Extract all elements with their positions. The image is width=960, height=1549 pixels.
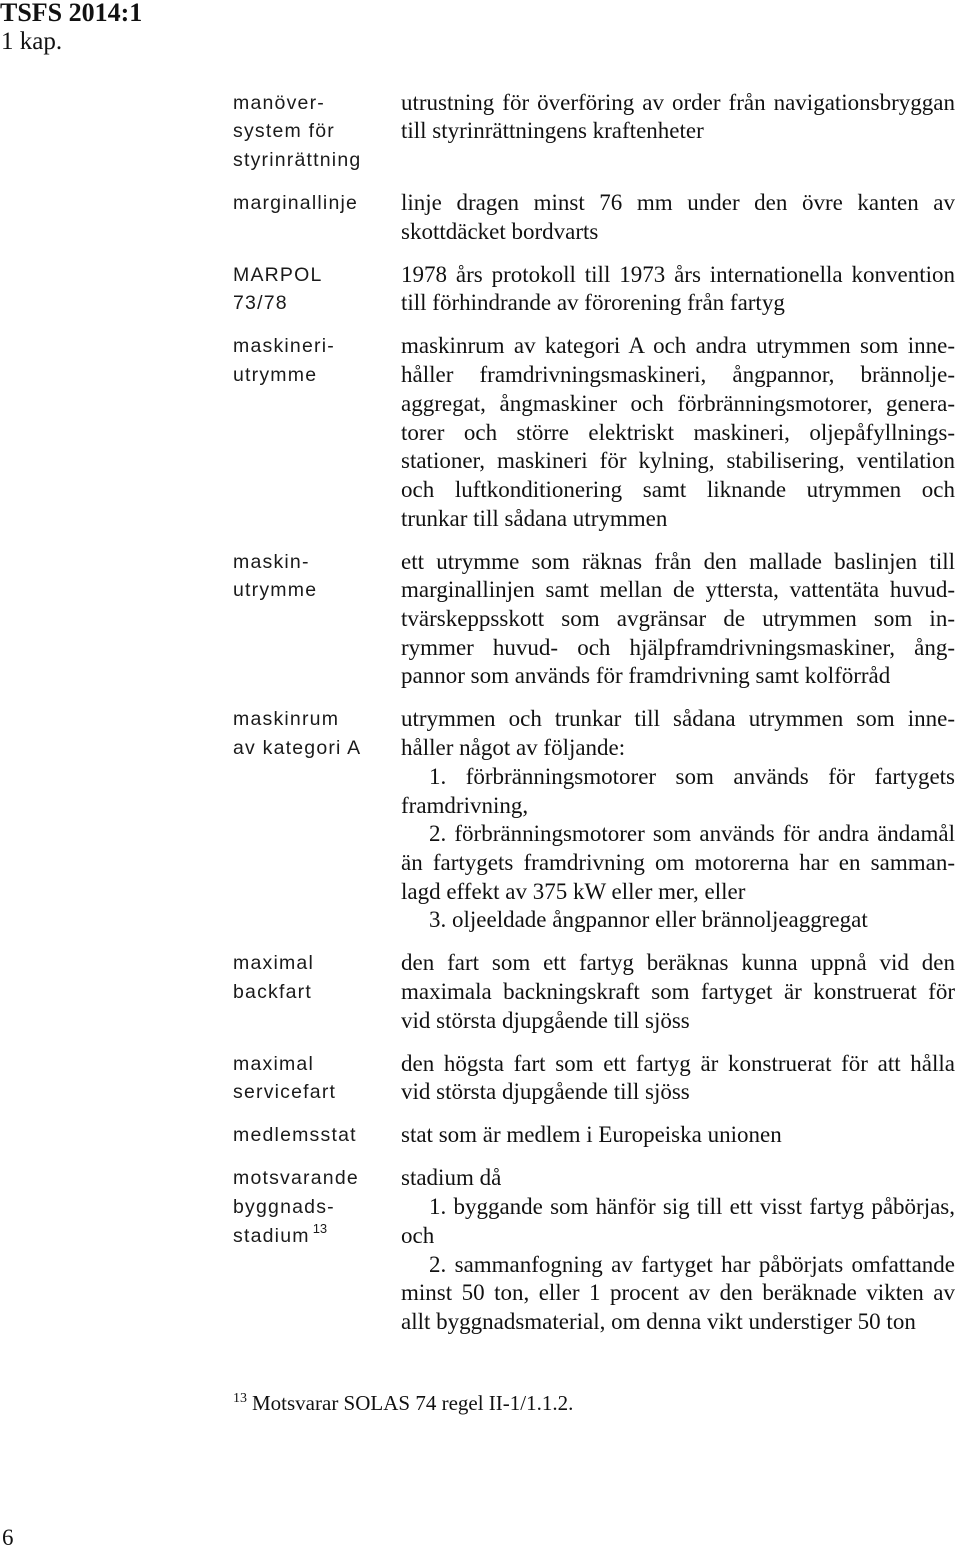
definition-line: vid största djupgående till sjöss bbox=[401, 1079, 690, 1105]
term-line bbox=[233, 1164, 401, 1193]
definition-paragraph bbox=[401, 949, 955, 1035]
definition-line: till styrinrättningens kraftenheter bbox=[401, 118, 704, 144]
definition-line: trunkar till sådana utrymmen bbox=[401, 505, 668, 531]
term-line-text: maskin- bbox=[233, 550, 310, 573]
definition-line: håller något av följande: bbox=[401, 735, 626, 761]
definition-line: framdrivning, bbox=[401, 792, 529, 818]
definition-line: allt byggnadsmaterial, om denna vikt understiger 50 ton bbox=[401, 1308, 916, 1334]
definition-text bbox=[401, 89, 955, 175]
term-line bbox=[233, 289, 401, 318]
footnote-text: Motsvarar SOLAS 74 regel II-1/1.1.2. bbox=[252, 1391, 574, 1415]
definition-line: 1. byggande som hänför sig till ett visst fartyg påbörjas, bbox=[429, 1194, 955, 1220]
definition-text bbox=[401, 332, 955, 533]
definition-entry bbox=[233, 705, 955, 935]
definition-line: tvärskeppsskott som avgränsar de utrymmen som in- bbox=[401, 606, 955, 632]
definition-term bbox=[233, 1121, 401, 1150]
term-line-text: maximal bbox=[233, 952, 314, 975]
term-line bbox=[233, 189, 401, 218]
term-line bbox=[233, 1078, 401, 1107]
definition-line: rymmer huvud- och hjälpframdrivningsmaskiner, ång- bbox=[401, 634, 955, 660]
definition-text bbox=[401, 1050, 955, 1107]
definition-line: marginallinjen samt mellan de yttersta, vattentäta huvud- bbox=[401, 577, 955, 603]
footnote bbox=[233, 1389, 573, 1417]
term-line bbox=[233, 332, 401, 361]
definition-line: 2. sammanfogning av fartyget har påbörjats omfattande bbox=[429, 1251, 955, 1277]
definition-paragraph bbox=[401, 189, 955, 246]
definition-line: minst 50 ton, eller 1 procent av den beräknade vikten av bbox=[401, 1280, 955, 1306]
definition-paragraph bbox=[401, 89, 955, 146]
definition-entry bbox=[233, 189, 955, 246]
term-line bbox=[233, 1121, 401, 1150]
definition-line: håller framdrivningsmaskineri, ångpannor, brännolje- bbox=[401, 362, 955, 388]
definition-text bbox=[401, 1121, 955, 1150]
definition-line: skottdäcket bordvarts bbox=[401, 218, 599, 244]
term-line bbox=[233, 361, 401, 390]
term-line bbox=[233, 978, 401, 1007]
definition-entry bbox=[233, 332, 955, 533]
term-line bbox=[233, 576, 401, 605]
definition-entry bbox=[233, 1050, 955, 1107]
term-line bbox=[233, 548, 401, 577]
page-number: 6 bbox=[2, 1525, 14, 1549]
definition-text bbox=[401, 261, 955, 318]
definition-line: maskinrum av kategori A och andra utrymmen som inne- bbox=[401, 333, 955, 359]
term-line bbox=[233, 734, 401, 763]
term-line bbox=[233, 1050, 401, 1079]
definition-line: än fartygets framdrivning om motorerna har en samman- bbox=[401, 849, 955, 875]
term-line-text: utrymme bbox=[233, 579, 318, 602]
definition-line: pannor som används för framdrivning samt kolförråd bbox=[401, 663, 891, 689]
definition-text bbox=[401, 548, 955, 692]
term-line-text: maskineri- bbox=[233, 335, 335, 358]
chapter-label: 1 kap. bbox=[1, 28, 63, 55]
definition-line: ett utrymme som räknas från den mallade baslinjen till bbox=[401, 548, 955, 574]
definition-line: stadium då bbox=[401, 1165, 502, 1191]
definition-line: och bbox=[401, 1222, 435, 1248]
definitions-list bbox=[233, 89, 955, 1351]
definition-term bbox=[233, 89, 401, 175]
definition-paragraph bbox=[401, 1251, 955, 1337]
term-line-text: av kategori A bbox=[233, 737, 362, 760]
definition-paragraph bbox=[401, 1121, 955, 1150]
term-line bbox=[233, 705, 401, 734]
definition-line: maximala backningskraft som fartyget är konstruerat för bbox=[401, 979, 955, 1005]
definition-line: linje dragen minst 76 mm under den övre kanten av bbox=[401, 190, 955, 215]
footnote-number: 13 bbox=[233, 1391, 247, 1406]
definition-entry bbox=[233, 261, 955, 318]
term-line bbox=[233, 1222, 401, 1251]
definition-term bbox=[233, 949, 401, 1035]
definition-entry bbox=[233, 548, 955, 692]
definition-term bbox=[233, 332, 401, 533]
definition-paragraph bbox=[401, 548, 955, 692]
term-line-text: motsvarande bbox=[233, 1167, 359, 1190]
term-line-text: marginallinje bbox=[233, 192, 359, 214]
definition-line: och luftkonditionering samt liknande utrymmen och bbox=[401, 476, 955, 502]
term-line-text: servicefart bbox=[233, 1081, 337, 1104]
definition-text bbox=[401, 705, 955, 935]
definition-line: 3. oljeeldade ångpannor eller brännoljeaggregat bbox=[429, 907, 868, 933]
definition-paragraph bbox=[401, 763, 955, 820]
definition-line: 2. förbränningsmotorer som används för andra ändamål bbox=[429, 821, 955, 847]
definition-paragraph bbox=[401, 261, 955, 318]
definition-line: utrymmen och trunkar till sådana utrymmen som inne- bbox=[401, 706, 955, 732]
term-line-text: utrymme bbox=[233, 364, 318, 387]
definition-text bbox=[401, 1164, 955, 1336]
definition-entry bbox=[233, 1164, 955, 1336]
definition-line: den fart som ett fartyg beräknas kunna uppnå vid den bbox=[401, 950, 955, 976]
definition-paragraph bbox=[401, 705, 955, 762]
term-line bbox=[233, 117, 401, 146]
term-line-text: system för bbox=[233, 120, 335, 143]
term-line-text: 73/78 bbox=[233, 292, 288, 315]
definition-paragraph bbox=[401, 820, 955, 906]
definition-line: lagd effekt av 375 kW eller mer, eller bbox=[401, 878, 746, 904]
term-line-text: maskinrum bbox=[233, 708, 340, 731]
definition-term bbox=[233, 1164, 401, 1336]
term-line bbox=[233, 949, 401, 978]
definition-line: 1978 års protokoll till 1973 års internationella konvention bbox=[401, 261, 955, 287]
definition-line: aggregat, ångmaskiner och förbränningsmotorer, genera- bbox=[401, 390, 955, 416]
term-line-text: manöver- bbox=[233, 91, 325, 114]
definition-entry bbox=[233, 949, 955, 1035]
definition-text bbox=[401, 949, 955, 1035]
term-line bbox=[233, 89, 401, 118]
definition-paragraph bbox=[401, 1050, 955, 1107]
definition-term bbox=[233, 548, 401, 692]
definition-line: vid största djupgående till sjöss bbox=[401, 1007, 690, 1033]
definition-paragraph bbox=[401, 906, 955, 935]
definition-term bbox=[233, 705, 401, 935]
definition-line: till förhindrande av förorening från fartyg bbox=[401, 290, 785, 316]
definition-line: utrustning för överföring av order från navigationsbryggan bbox=[401, 89, 955, 115]
term-line-text: styrinrättning bbox=[233, 149, 362, 171]
definition-line: stationer, maskineri för kylning, stabilisering, ventilation bbox=[401, 448, 955, 474]
definition-term bbox=[233, 189, 401, 246]
definition-text bbox=[401, 189, 955, 246]
definition-line: 1. förbränningsmotorer som används för fartygets bbox=[429, 763, 955, 789]
term-line-text: backfart bbox=[233, 981, 312, 1004]
definition-line: den högsta fart som ett fartyg är konstruerat för att hålla bbox=[401, 1050, 955, 1076]
definition-term bbox=[233, 1050, 401, 1107]
term-line bbox=[233, 146, 401, 175]
term-line-text: maximal bbox=[233, 1052, 314, 1075]
definition-term bbox=[233, 261, 401, 318]
term-line-text: MARPOL bbox=[233, 263, 323, 286]
definition-paragraph bbox=[401, 1164, 955, 1193]
term-line-text: stadium bbox=[233, 1224, 310, 1247]
document-id: TSFS 2014:1 bbox=[0, 0, 143, 27]
definition-line: torer och större elektriskt maskineri, oljepåfyllnings- bbox=[401, 419, 955, 445]
term-line bbox=[233, 1193, 401, 1222]
definition-entry bbox=[233, 89, 955, 175]
definition-paragraph bbox=[401, 332, 955, 533]
footnote-ref: 13 bbox=[312, 1220, 328, 1236]
definition-paragraph bbox=[401, 1193, 955, 1250]
term-line-text: byggnads- bbox=[233, 1196, 335, 1219]
term-line bbox=[233, 261, 401, 290]
definition-line: stat som är medlem i Europeiska unionen bbox=[401, 1122, 782, 1148]
definition-entry bbox=[233, 1121, 955, 1150]
term-line-text: medlemsstat bbox=[233, 1124, 357, 1147]
